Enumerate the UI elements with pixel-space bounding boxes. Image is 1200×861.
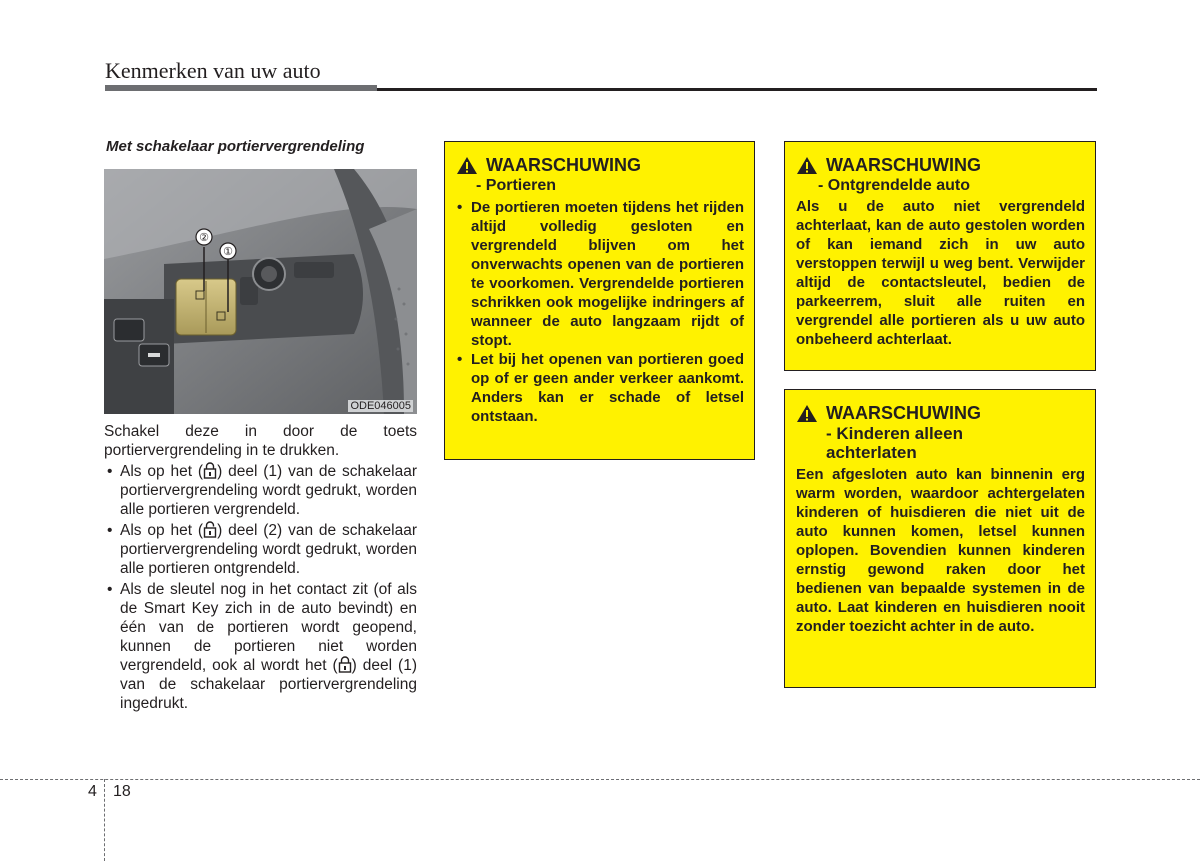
left-column — [104, 138, 417, 715]
list-item — [104, 521, 417, 578]
callout-2: ② — [199, 232, 209, 244]
warning-title: WAARSCHUWING — [826, 155, 981, 175]
warning-subtitle: - Portieren — [476, 177, 557, 194]
list-item-text-b: ) deel (2) van de schakelaar portiervergrendeling wordt gedrukt, worden alle portieren ontgrendeld. — [120, 522, 417, 577]
list-item — [104, 462, 417, 519]
callout-1: ① — [223, 246, 233, 258]
warning-header — [796, 154, 1085, 176]
door-panel-illustration — [104, 169, 417, 414]
list-item — [104, 580, 417, 713]
list-item-text-a: Als de sleutel nog in het contact zit (of als de Smart Key zich in de auto bevindt) en één van de portieren wordt geopend, kunnen de portieren niet worden vergrendeld, ook al wordt het ( — [120, 581, 417, 674]
lock-open-icon — [203, 521, 217, 538]
warning-list-item: • Let bij het openen van portieren goed op of er geen ander verkeer aankomt. Anders kan er schade of letsel ontstaan. — [456, 350, 744, 426]
list-item-text-b: ) deel (1) van de schakelaar portiervergrendeling ingedrukt. — [120, 657, 417, 712]
door-switch-photo — [104, 169, 417, 414]
footer-divider — [104, 779, 105, 861]
warning-list — [456, 198, 744, 426]
figure-code: ODE046005 — [350, 400, 411, 412]
warning-body: Als u de auto niet vergrendeld achterlaat, kan de auto gestolen worden of kan iemand zich in uw auto verstoppen terwijl u weg bent. Verwijder altijd de contactsleutel, bedien de parkeerrem, sluit alle ruiten en vergrendel alle portieren als u uw auto onbeheerd achterlaat. — [796, 198, 1085, 348]
instruction-list — [104, 462, 417, 713]
warning-box-kinderen — [784, 389, 1096, 688]
instructions — [104, 422, 417, 713]
list-item-text-b: ) deel (1) van de schakelaar portiervergrendeling wordt gedrukt, worden alle portieren vergrendeld. — [120, 463, 417, 518]
footer-rule — [0, 779, 1200, 780]
warning-list-item: • De portieren moeten tijdens het rijden altijd volledig gesloten en vergrendeld blijven om het onverwachts openen van de portieren te voorkomen. Vergrendelde portieren schrikken ook mogelijke indringers af wanneer de auto langzaam rijdt of stopt. — [456, 198, 744, 350]
warning-body: Een afgesloten auto kan binnenin erg warm worden, waardoor achtergelaten kinderen of huisdieren die niet uit de auto kunnen komen, letsel kunnen oplopen. Bovendien kunnen kinderen ernstig gewond raken door het bedienen van bepaalde systemen in de auto. Laat kinderen en huisdieren nooit zonder toezicht achter in de auto. — [796, 466, 1085, 635]
list-item-text-a: Als op het ( — [120, 463, 204, 480]
warning-title: WAARSCHUWING — [826, 403, 981, 423]
warning-subtitle: - Ontgrendelde auto — [818, 177, 970, 194]
intro-paragraph: Schakel deze in door de toets portiervergrendeling in te drukken. — [104, 423, 417, 459]
warning-header — [456, 154, 744, 176]
warning-triangle-icon — [796, 404, 818, 423]
warning-box-ontgrendelde-auto — [784, 141, 1096, 371]
warning-triangle-icon — [456, 156, 478, 175]
chapter-number: 4 — [88, 783, 97, 800]
page-header-title: Kenmerken van uw auto — [105, 58, 321, 83]
header-rule-thin — [377, 88, 1097, 91]
lock-closed-icon — [203, 462, 217, 479]
page-number: 18 — [113, 783, 131, 800]
list-item-text-a: Als op het ( — [120, 522, 204, 539]
header-rule-thick — [105, 85, 377, 91]
lock-closed-icon — [338, 656, 352, 673]
warning-title: WAARSCHUWING — [486, 155, 641, 175]
warning-body — [456, 198, 744, 426]
warning-box-portieren — [444, 141, 755, 460]
warning-header — [796, 402, 1085, 424]
warning-triangle-icon — [796, 156, 818, 175]
section-subheading: Met schakelaar portiervergrendeling — [106, 138, 365, 155]
warning-subtitle: - Kinderen alleen achterlaten — [826, 424, 963, 462]
